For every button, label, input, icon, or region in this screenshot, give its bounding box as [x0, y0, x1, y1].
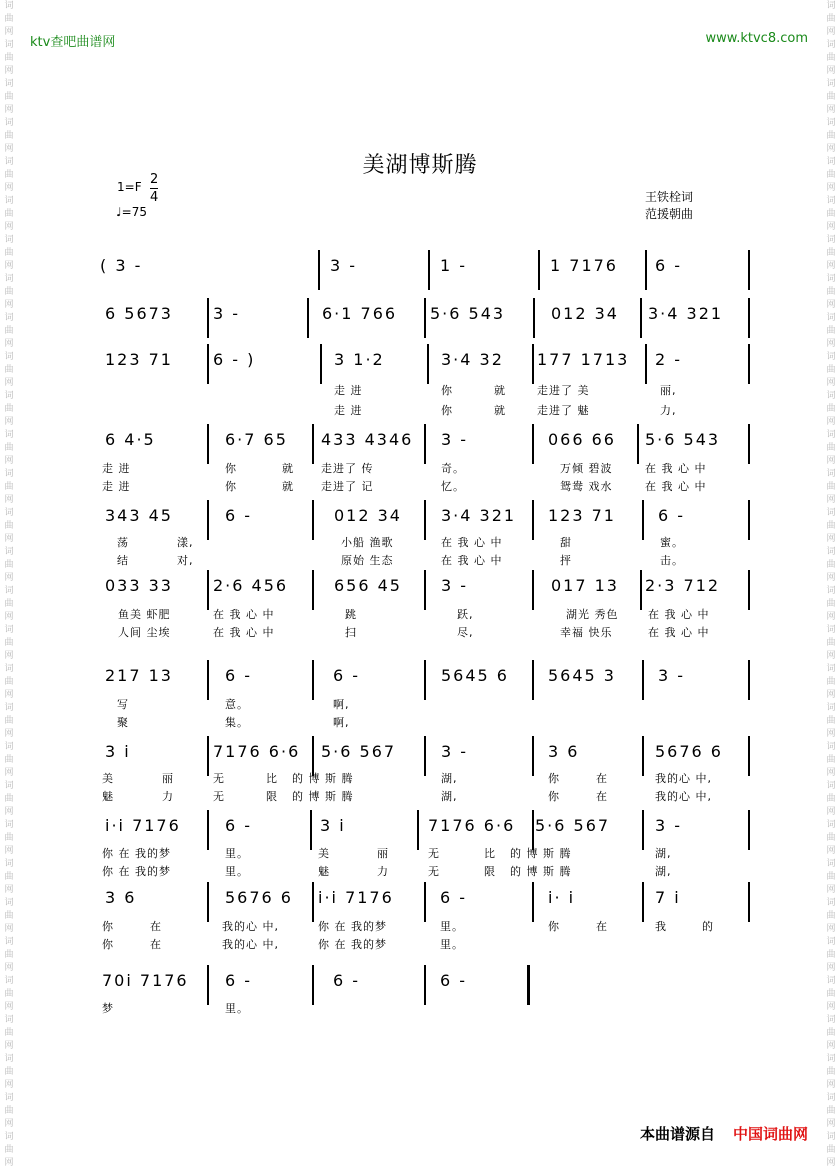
lyric-text: 走 进 — [334, 404, 363, 417]
measure-notes: 5645 6 — [441, 666, 509, 685]
barline — [318, 250, 320, 290]
measure-notes: 6 4·5 — [105, 430, 156, 449]
barline — [532, 424, 534, 464]
barline — [207, 344, 209, 384]
measure-notes: 6 5673 — [105, 304, 173, 323]
barline — [642, 882, 644, 922]
lyric-text: 小船 渔歌 — [341, 536, 394, 549]
lyric-text: 你 — [548, 772, 560, 785]
measure-notes: 3 - — [655, 816, 683, 835]
lyric-text: 美 — [318, 847, 330, 860]
lyric-text: 无 — [213, 790, 225, 803]
measure-notes: 3 1·2 — [334, 350, 385, 369]
lyric-text: 我的心 中, — [222, 938, 279, 951]
lyric-text: 你 在 我的梦 — [102, 847, 171, 860]
lyric-text: 在 — [150, 920, 162, 933]
lyric-text: 在 — [150, 938, 162, 951]
site-url-right[interactable]: www.ktvc8.com — [705, 31, 808, 46]
measure-notes: 6·1 766 — [322, 304, 398, 323]
barline — [748, 736, 750, 776]
barline — [748, 570, 750, 610]
lyric-text: 里。 — [440, 920, 464, 933]
lyric-text: 你 — [441, 404, 453, 417]
lyric-text: 我的心 中, — [222, 920, 279, 933]
measure-notes: 3 i — [105, 742, 131, 761]
measure-notes: 6 - — [440, 971, 468, 990]
barline — [532, 660, 534, 700]
barline — [640, 570, 642, 610]
lyric-text: 在 我 心 中 — [441, 554, 503, 567]
barline — [207, 810, 209, 850]
lyric-text: 扫 — [345, 626, 357, 639]
barline — [417, 810, 419, 850]
measure-notes: 656 45 — [334, 576, 402, 595]
measure-notes: 3 6 — [105, 888, 137, 907]
measure-notes: 7 i — [655, 888, 681, 907]
lyric-text: 聚 — [117, 716, 129, 729]
measure-notes: 017 13 — [551, 576, 619, 595]
measure-notes: 6 - — [225, 666, 253, 685]
lyric-text: 湖, — [655, 847, 672, 860]
barline — [424, 500, 426, 540]
barline — [642, 660, 644, 700]
lyric-text: 忆。 — [441, 480, 465, 493]
measure-notes: 2·6 456 — [213, 576, 289, 595]
lyric-text: 魅 — [318, 865, 330, 878]
measure-notes: 3 i — [320, 816, 346, 835]
measure-notes: 6 - — [655, 256, 683, 275]
lyric-text: 啊, — [333, 698, 350, 711]
footer-text: 本曲谱源自 — [639, 1125, 715, 1143]
measure-notes: 3 - — [441, 742, 469, 761]
lyric-text: 鱼美 虾肥 — [118, 608, 171, 621]
barline — [207, 660, 209, 700]
lyric-text: 在 我 心 中 — [213, 626, 275, 639]
barline — [307, 298, 309, 338]
lyric-text: 在 — [596, 790, 608, 803]
barline — [424, 882, 426, 922]
barline — [533, 298, 535, 338]
lyric-text: 走进了 美 — [537, 384, 590, 397]
lyric-text: 你 — [441, 384, 453, 397]
measure-notes: 70i 7176 — [102, 971, 189, 990]
lyric-text: 里。 — [225, 1002, 249, 1015]
measure-notes: 6 - — [440, 888, 468, 907]
score-row — [0, 298, 840, 342]
barline — [207, 298, 209, 338]
barline — [532, 570, 534, 610]
barline — [748, 882, 750, 922]
key-signature: 1=F — [117, 180, 142, 194]
lyric-text: 在 我 心 中 — [213, 608, 275, 621]
lyric-text: 无 — [213, 772, 225, 785]
lyric-text: 集。 — [225, 716, 249, 729]
lyric-text: 原始 生态 — [341, 554, 394, 567]
barline — [532, 810, 534, 850]
lyric-text: 比 — [266, 772, 278, 785]
lyric-text: 就 — [494, 384, 506, 397]
measure-notes: 1 7176 — [550, 256, 618, 275]
measure-notes: 3 - — [213, 304, 241, 323]
measure-notes: 177 1713 — [537, 350, 630, 369]
lyric-text: 意。 — [225, 698, 249, 711]
measure-notes: 2 - — [655, 350, 683, 369]
barline — [748, 500, 750, 540]
lyric-text: 对, — [177, 554, 194, 567]
barline — [532, 344, 534, 384]
barline — [207, 500, 209, 540]
measure-notes: i·i 7176 — [318, 888, 394, 907]
measure-notes: 217 13 — [105, 666, 173, 685]
measure-notes: 012 34 — [551, 304, 619, 323]
measure-notes: 6 - — [225, 506, 253, 525]
lyric-text: 走 进 — [334, 384, 363, 397]
lyric-text: 走进了 记 — [321, 480, 374, 493]
lyric-text: 里。 — [440, 938, 464, 951]
barline — [312, 660, 314, 700]
lyric-text: 在 — [596, 772, 608, 785]
measure-notes: 5645 3 — [548, 666, 616, 685]
barline — [424, 298, 426, 338]
lyric-text: 荡 — [117, 536, 129, 549]
barline — [645, 250, 647, 290]
lyric-text: 抨 — [560, 554, 572, 567]
lyric-text: 你 — [225, 480, 237, 493]
score-row — [0, 344, 840, 388]
measure-notes: 3·4 321 — [441, 506, 517, 525]
lyric-text: 在 我 心 中 — [648, 626, 710, 639]
lyric-text: 比 — [484, 847, 496, 860]
lyric-text: 万倾 碧波 — [560, 462, 613, 475]
lyricist: 王铁栓词 — [645, 190, 694, 204]
measure-notes: 6 - — [658, 506, 686, 525]
measure-notes: 5·6 567 — [321, 742, 397, 761]
lyric-text: 蜜。 — [660, 536, 684, 549]
score-row — [0, 882, 840, 926]
lyric-text: 你 在 我的梦 — [318, 938, 387, 951]
lyric-text: 你 — [102, 938, 114, 951]
barline — [424, 660, 426, 700]
measure-notes: 123 71 — [105, 350, 173, 369]
lyric-text: 的 博 斯 腾 — [292, 790, 354, 803]
barline — [207, 965, 209, 1005]
measure-notes: 7176 6·6 — [428, 816, 516, 835]
lyric-text: 力 — [162, 790, 174, 803]
lyric-text: 鸳鸯 戏水 — [560, 480, 613, 493]
measure-notes: i· i — [548, 888, 576, 907]
measure-notes: 6 - — [333, 666, 361, 685]
barline — [748, 250, 750, 290]
measure-notes: 3 - — [441, 576, 469, 595]
barline — [642, 736, 644, 776]
measure-notes: 5676 6 — [225, 888, 293, 907]
lyric-text: 甜 — [560, 536, 572, 549]
lyric-text: 走 进 — [102, 462, 131, 475]
barline — [532, 500, 534, 540]
measure-notes: 5676 6 — [655, 742, 723, 761]
lyric-text: 在 我 心 中 — [441, 536, 503, 549]
lyric-text: 走进了 传 — [321, 462, 374, 475]
lyric-text: 奇。 — [441, 462, 465, 475]
lyric-text: 梦 — [102, 1002, 114, 1015]
lyric-text: 啊, — [333, 716, 350, 729]
lyric-text: 力, — [660, 404, 677, 417]
watermark-right: 词曲网词曲网词曲网词曲网词曲网词曲网词曲网词曲网词曲网词曲网词曲网词曲网词曲网词曲网词曲网词曲网词曲网词曲网词曲网词曲网词曲网词曲网词曲网词曲网词曲网词曲网词曲网词曲网词曲网词曲网 — [826, 1, 836, 1168]
lyric-text: 尽, — [457, 626, 474, 639]
barline — [748, 660, 750, 700]
measure-notes: 7176 6·6 — [213, 742, 301, 761]
barline — [538, 250, 540, 290]
lyric-text: 力 — [377, 865, 389, 878]
measure-notes: 3 - — [330, 256, 358, 275]
lyric-text: 魅 — [102, 790, 114, 803]
lyric-text: 的 博 斯 腾 — [510, 847, 572, 860]
lyric-text: 我的心 中, — [655, 772, 712, 785]
lyric-text: 你 — [548, 920, 560, 933]
lyric-text: 跳 — [345, 608, 357, 621]
barline — [748, 298, 750, 338]
measure-notes: 066 66 — [548, 430, 616, 449]
measure-notes: 6 - — [333, 971, 361, 990]
barline — [207, 736, 209, 776]
lyric-text: 无 — [428, 865, 440, 878]
barline — [748, 344, 750, 384]
measure-notes: 6 - ) — [213, 350, 256, 369]
lyric-text: 的 博 斯 腾 — [510, 865, 572, 878]
barline — [312, 500, 314, 540]
measure-notes: 343 45 — [105, 506, 173, 525]
lyric-text: 丽, — [660, 384, 677, 397]
measure-notes: 433 4346 — [321, 430, 414, 449]
barline — [320, 344, 322, 384]
lyric-text: 走进了 魅 — [537, 404, 590, 417]
credits — [645, 189, 693, 223]
lyric-text: 在 我 心 中 — [648, 608, 710, 621]
barline — [424, 965, 426, 1005]
lyric-text: 击。 — [660, 554, 684, 567]
measure-notes: 6·7 65 — [225, 430, 288, 449]
lyric-text: 湖, — [655, 865, 672, 878]
lyric-text: 我 — [655, 920, 667, 933]
time-signature-bottom: 4 — [150, 190, 159, 205]
barline — [424, 736, 426, 776]
measure-notes: 6 - — [225, 816, 253, 835]
barline — [532, 882, 534, 922]
measure-notes: 3·4 321 — [648, 304, 724, 323]
barline — [748, 810, 750, 850]
measure-notes: i·i 7176 — [105, 816, 181, 835]
song-title: 美湖博斯腾 — [362, 153, 478, 178]
lyric-text: 我的心 中, — [655, 790, 712, 803]
lyric-text: 你 — [225, 462, 237, 475]
barline — [637, 424, 639, 464]
lyric-text: 写 — [117, 698, 129, 711]
lyric-text: 就 — [282, 480, 294, 493]
lyric-text: 丽 — [162, 772, 174, 785]
measure-notes: 3·4 32 — [441, 350, 504, 369]
lyric-text: 漾, — [177, 536, 194, 549]
composer: 范援朝曲 — [645, 207, 694, 221]
measure-notes: 5·6 543 — [645, 430, 721, 449]
lyric-text: 的 — [702, 920, 714, 933]
lyric-text: 就 — [494, 404, 506, 417]
lyric-text: 美 — [102, 772, 114, 785]
site-name-left[interactable]: ktv查吧曲谱网 — [30, 35, 116, 50]
lyric-text: 你 在 我的梦 — [102, 865, 171, 878]
lyric-text: 你 — [548, 790, 560, 803]
measure-notes: 3 6 — [548, 742, 580, 761]
measure-notes: 6 - — [225, 971, 253, 990]
lyric-text: 在 我 心 中 — [645, 462, 707, 475]
time-signature — [150, 172, 158, 205]
score-row — [0, 736, 840, 780]
final-barline — [527, 965, 530, 1005]
lyric-text: 人间 尘埃 — [118, 626, 171, 639]
footer-source — [640, 1123, 808, 1144]
lyric-text: 在 — [596, 920, 608, 933]
lyric-text: 幸福 快乐 — [560, 626, 613, 639]
measure-notes: 123 71 — [548, 506, 616, 525]
barline — [310, 810, 312, 850]
barline — [428, 250, 430, 290]
measure-notes: 5·6 567 — [535, 816, 611, 835]
watermark-left: 词曲网词曲网词曲网词曲网词曲网词曲网词曲网词曲网词曲网词曲网词曲网词曲网词曲网词曲网词曲网词曲网词曲网词曲网词曲网词曲网词曲网词曲网词曲网词曲网词曲网词曲网词曲网词曲网词曲网词曲网 — [4, 1, 14, 1168]
measure-notes: 033 33 — [105, 576, 173, 595]
lyric-text: 限 — [266, 790, 278, 803]
barline — [424, 424, 426, 464]
barline — [312, 965, 314, 1005]
lyric-text: 湖, — [441, 772, 458, 785]
tempo-marking: ♩=75 — [116, 205, 147, 219]
score-row — [0, 250, 840, 294]
lyric-text: 你 — [102, 920, 114, 933]
measure-notes: 1 - — [440, 256, 468, 275]
lyric-text: 湖, — [441, 790, 458, 803]
footer-brand[interactable]: 中国词曲网 — [732, 1125, 808, 1143]
barline — [312, 570, 314, 610]
barline — [645, 344, 647, 384]
barline — [640, 298, 642, 338]
measure-notes: 3 - — [658, 666, 686, 685]
lyric-text: 湖光 秀色 — [566, 608, 619, 621]
barline — [427, 344, 429, 384]
lyric-text: 就 — [282, 462, 294, 475]
barline — [642, 810, 644, 850]
lyric-text: 限 — [484, 865, 496, 878]
barline — [642, 500, 644, 540]
lyric-text: 跃, — [457, 608, 474, 621]
lyric-text: 在 我 心 中 — [645, 480, 707, 493]
measure-notes: 5·6 543 — [430, 304, 506, 323]
lyric-text: 丽 — [377, 847, 389, 860]
barline — [207, 882, 209, 922]
lyric-text: 你 在 我的梦 — [318, 920, 387, 933]
measure-notes: 2·3 712 — [645, 576, 721, 595]
measure-notes: ( 3 - — [100, 256, 143, 275]
lyric-text: 里。 — [225, 865, 249, 878]
lyric-text: 结 — [117, 554, 129, 567]
barline — [312, 882, 314, 922]
score-row — [0, 965, 840, 1009]
lyric-text: 走 进 — [102, 480, 131, 493]
lyric-text: 无 — [428, 847, 440, 860]
barline — [312, 424, 314, 464]
measure-notes: 012 34 — [334, 506, 402, 525]
barline — [424, 570, 426, 610]
measure-notes: 3 - — [441, 430, 469, 449]
barline — [207, 424, 209, 464]
lyric-text: 里。 — [225, 847, 249, 860]
lyric-text: 的 博 斯 腾 — [292, 772, 354, 785]
barline — [748, 424, 750, 464]
time-signature-top: 2 — [150, 172, 159, 187]
barline — [532, 736, 534, 776]
barline — [207, 570, 209, 610]
